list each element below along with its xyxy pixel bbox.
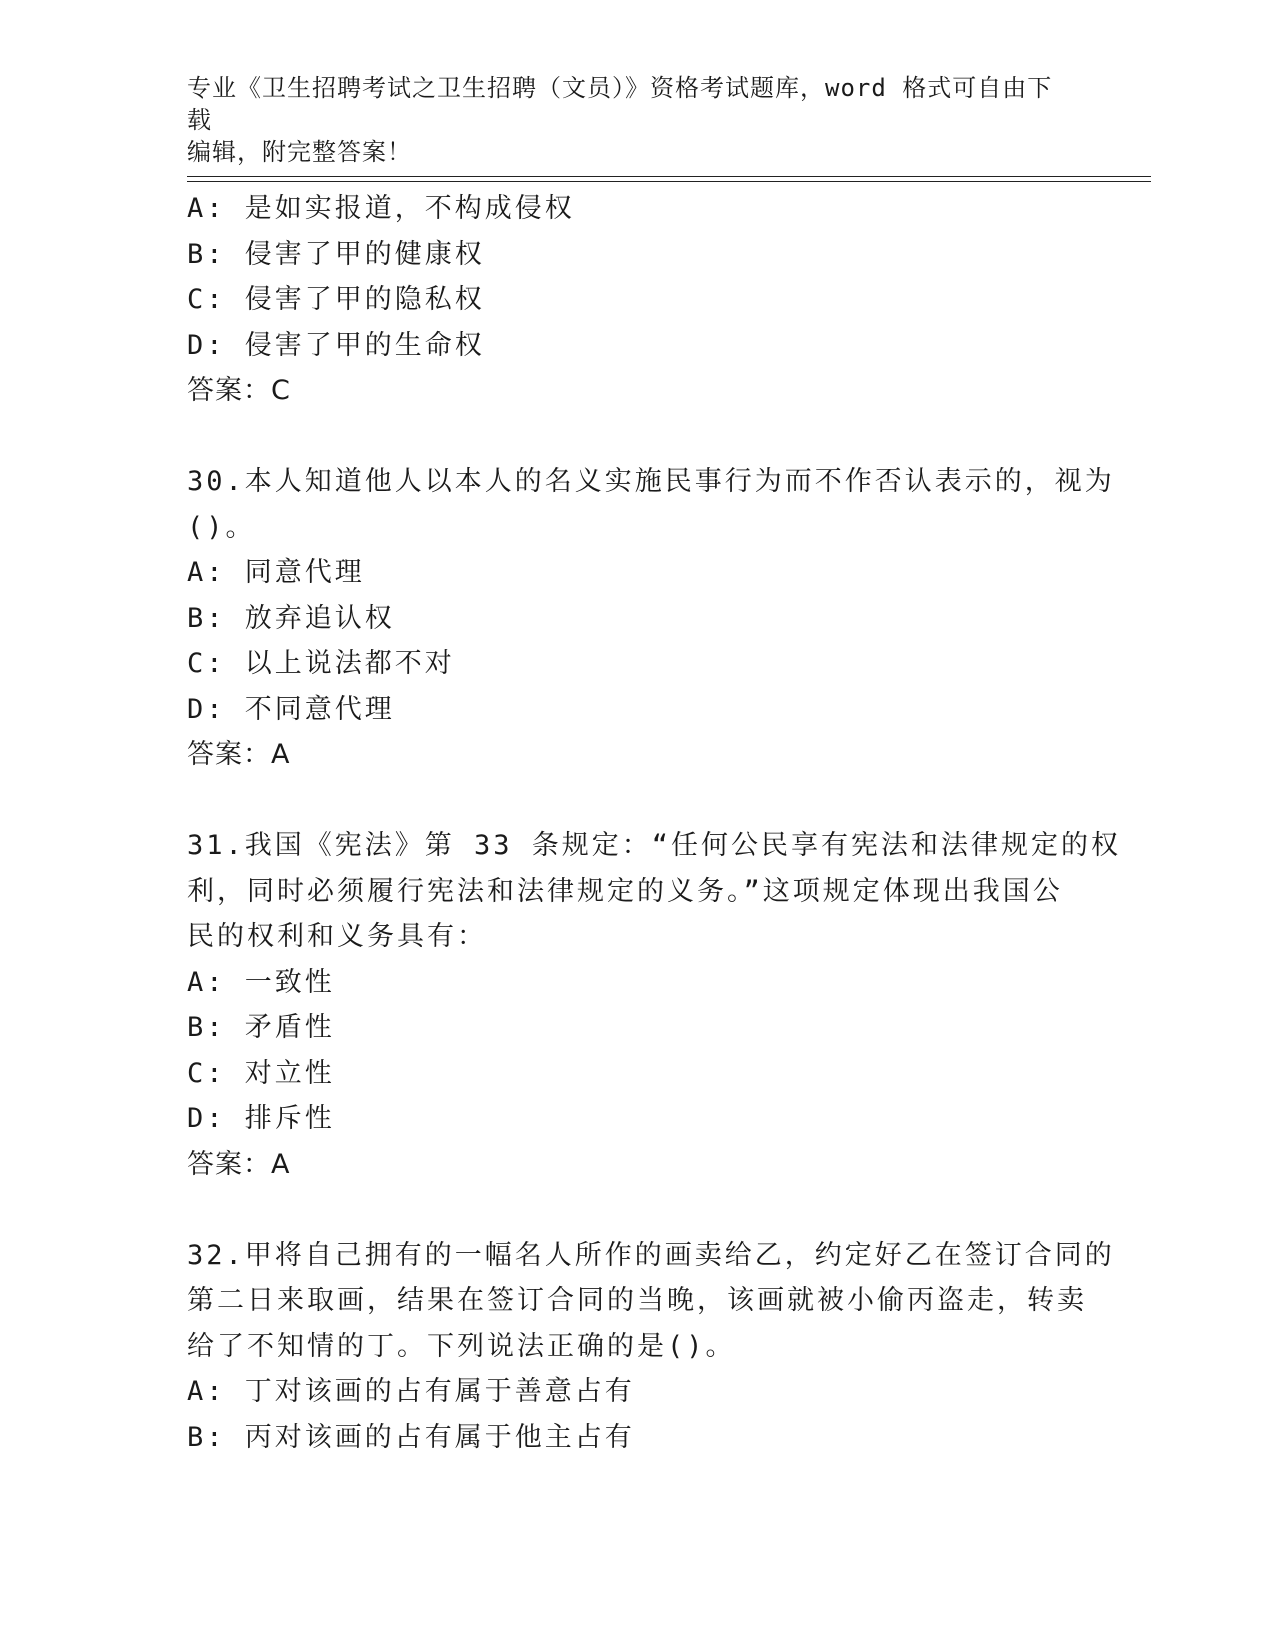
question-text-line: 31.我国《宪法》第 33 条规定：“任何公民享有宪法和法律规定的权 <box>187 830 1122 861</box>
question-list <box>187 186 1122 1460</box>
answer-label: 答案：C <box>187 375 291 406</box>
question-29-options <box>187 186 1067 414</box>
option-c: C: 以上说法都不对 <box>187 648 455 679</box>
question-30 <box>187 459 1115 778</box>
header-line-1: 专业《卫生招聘考试之卫生招聘（文员）》资格考试题库，word 格式可自由下载 <box>187 74 1053 134</box>
question-text-line: 给了不知情的丁。下列说法正确的是()。 <box>187 1330 736 1362</box>
question-32 <box>187 1233 1115 1461</box>
page-header <box>187 72 1067 168</box>
option-b: B: 矛盾性 <box>187 1012 335 1043</box>
option-b: B: 放弃追认权 <box>187 602 395 634</box>
option-a: A: 同意代理 <box>187 557 365 588</box>
question-text-line: 第二日来取画，结果在签订合同的当晚，该画就被小偷丙盗走，转卖 <box>187 1285 1087 1316</box>
header-rule-top <box>187 176 1151 177</box>
option-b: B: 侵害了甲的健康权 <box>187 238 485 270</box>
option-c: C: 侵害了甲的隐私权 <box>187 284 485 315</box>
option-d: D: 排斥性 <box>187 1103 335 1134</box>
option-a: A: 一致性 <box>187 966 335 998</box>
question-text-line: ()。 <box>187 511 256 543</box>
question-text-line: 民的权利和义务具有： <box>187 921 487 952</box>
question-text-line: 利，同时必须履行宪法和法律规定的义务。”这项规定体现出我国公 <box>187 875 1063 907</box>
answer-label: 答案：A <box>187 1148 291 1180</box>
option-a: A: 是如实报道，不构成侵权 <box>187 193 575 224</box>
option-c: C: 对立性 <box>187 1057 335 1089</box>
option-a: A: 丁对该画的占有属于善意占有 <box>187 1376 635 1407</box>
question-text-line: 32.甲将自己拥有的一幅名人所作的画卖给乙，约定好乙在签订合同的 <box>187 1239 1115 1271</box>
question-text-line: 30.本人知道他人以本人的名义实施民事行为而不作否认表示的，视为 <box>187 466 1115 497</box>
question-31 <box>187 823 1122 1187</box>
option-d: D: 不同意代理 <box>187 693 395 725</box>
option-d: D: 侵害了甲的生命权 <box>187 329 485 361</box>
option-b: B: 丙对该画的占有属于他主占有 <box>187 1421 635 1453</box>
answer-label: 答案：A <box>187 739 291 770</box>
header-line-2: 编辑，附完整答案！ <box>187 138 412 166</box>
header-rule-bottom <box>187 181 1151 182</box>
